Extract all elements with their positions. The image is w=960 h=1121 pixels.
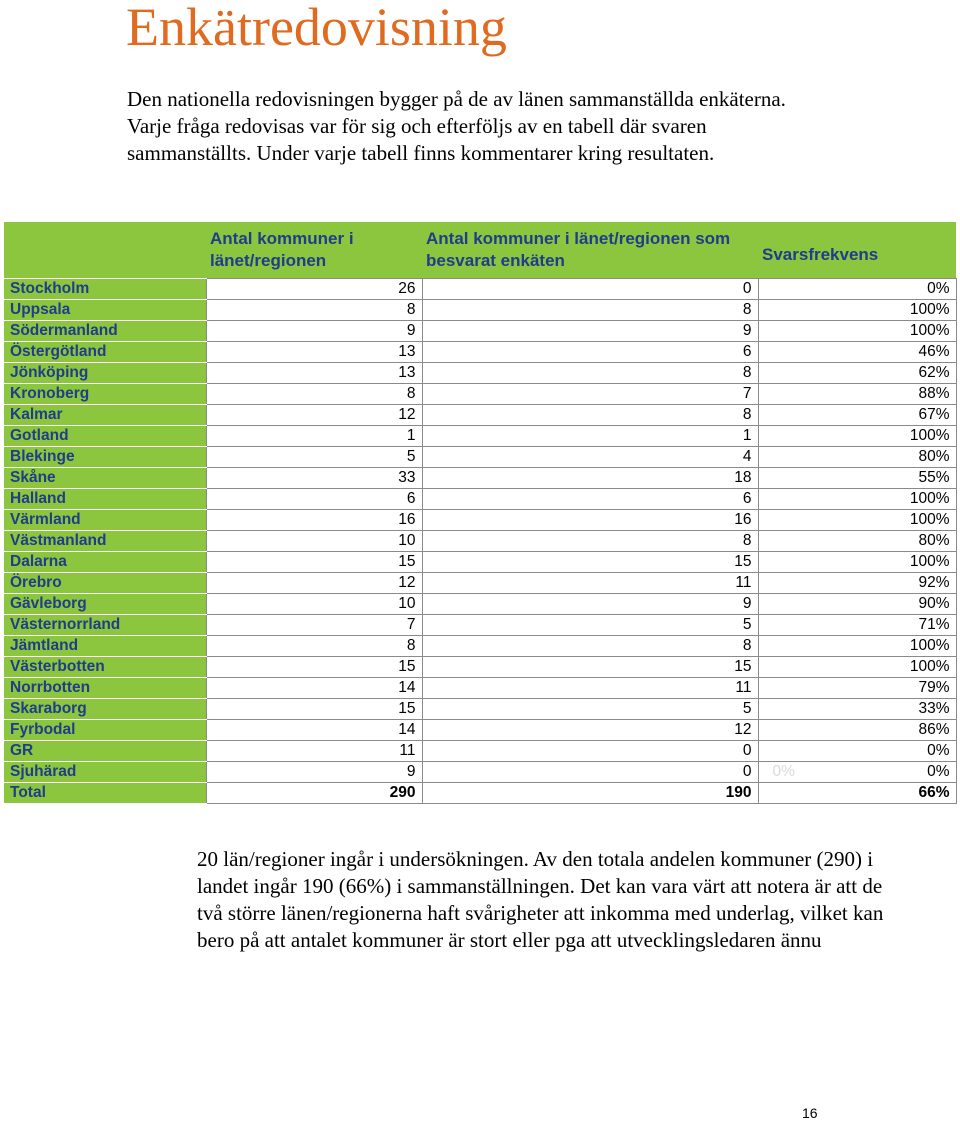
- response-rate-cell: 88%: [758, 383, 956, 404]
- response-rate-cell: 0%: [758, 278, 956, 299]
- municipality-count-cell: 1: [206, 425, 422, 446]
- response-rate-cell: 79%: [758, 677, 956, 698]
- table-row: [4, 677, 956, 698]
- municipality-count-cell: 15: [206, 551, 422, 572]
- response-rate-cell: 80%: [758, 530, 956, 551]
- municipality-count-cell: 13: [206, 341, 422, 362]
- answered-count-cell: 0: [422, 761, 758, 782]
- response-rate-cell: 62%: [758, 362, 956, 383]
- region-name-cell: Dalarna: [4, 551, 206, 572]
- municipality-count-cell: 9: [206, 320, 422, 341]
- intro-paragraph: Den nationella redovisningen bygger på de av länen sammanställda enkäterna. Varje fråga redovisas var för sig och efterföljs av en tabell där svaren sammanställts. Under varje tabell finns kommentarer kring resultaten.: [127, 87, 786, 165]
- table-row: [4, 635, 956, 656]
- municipality-count-cell: 14: [206, 677, 422, 698]
- region-name-cell: Västernorrland: [4, 614, 206, 635]
- municipality-count-cell: 8: [206, 635, 422, 656]
- response-rate-cell: 67%: [758, 404, 956, 425]
- table-row: [4, 278, 956, 299]
- table-row: [4, 320, 956, 341]
- table-row: [4, 530, 956, 551]
- response-rate-cell: [758, 761, 956, 782]
- region-name-cell: Fyrbodal: [4, 719, 206, 740]
- table-row: [4, 719, 956, 740]
- municipality-count-cell: 13: [206, 362, 422, 383]
- answered-count-cell: 8: [422, 362, 758, 383]
- table-row: [4, 362, 956, 383]
- municipality-count-cell: 10: [206, 530, 422, 551]
- header-response-rate: Svarsfrekvens: [758, 222, 956, 278]
- municipality-count-cell: 16: [206, 509, 422, 530]
- response-rate-cell: 100%: [758, 299, 956, 320]
- region-name-cell: Gotland: [4, 425, 206, 446]
- answered-count-cell: 18: [422, 467, 758, 488]
- municipality-count-cell: 6: [206, 488, 422, 509]
- municipality-count-cell: 14: [206, 719, 422, 740]
- header-total-municipalities: Antal kommuner i länet/regionen: [206, 222, 422, 278]
- comment-paragraph: 20 län/regioner ingår i undersökningen. Av den totala andelen kommuner (290) i landet ingår 190 (66%) i sammanställningen. Det kan vara värt att notera är att de två större länen/regionerna haft svårigheter att inkomma med underlag, vilket kan bero på att antalet kommuner är stort eller pga att utvecklingsledaren ännu: [197, 847, 884, 952]
- response-rate-cell: 92%: [758, 572, 956, 593]
- response-rate-cell: 90%: [758, 593, 956, 614]
- response-rate-cell: 33%: [758, 698, 956, 719]
- response-rate-cell: 100%: [758, 488, 956, 509]
- region-name-cell: Uppsala: [4, 299, 206, 320]
- municipality-count-cell: 33: [206, 467, 422, 488]
- page-title: Enkätredovisning: [126, 0, 507, 57]
- region-name-cell: Blekinge: [4, 446, 206, 467]
- answered-count-cell: 12: [422, 719, 758, 740]
- region-name-cell: Kronoberg: [4, 383, 206, 404]
- answered-count-cell: 5: [422, 614, 758, 635]
- region-name-cell: Skaraborg: [4, 698, 206, 719]
- table-row: [4, 299, 956, 320]
- rate-value: 0%: [927, 762, 950, 780]
- response-rate-cell: 100%: [758, 425, 956, 446]
- table-row: [4, 593, 956, 614]
- table-row: [4, 341, 956, 362]
- answered-count-cell: 9: [422, 320, 758, 341]
- table-total-row: [4, 782, 956, 803]
- table-row: [4, 467, 956, 488]
- response-rate-cell: 100%: [758, 320, 956, 341]
- response-rate-cell: 55%: [758, 467, 956, 488]
- answered-count-cell: 6: [422, 488, 758, 509]
- answered-count-cell: 15: [422, 551, 758, 572]
- answered-count-cell: 8: [422, 299, 758, 320]
- answered-count-cell: 11: [422, 572, 758, 593]
- table-row: [4, 698, 956, 719]
- table-row: [4, 614, 956, 635]
- region-name-cell: Södermanland: [4, 320, 206, 341]
- page-number: 16: [802, 1105, 818, 1121]
- answered-count-cell: 5: [422, 698, 758, 719]
- municipality-count-cell: 26: [206, 278, 422, 299]
- municipality-count-cell: 7: [206, 614, 422, 635]
- answered-count-cell: 1: [422, 425, 758, 446]
- response-rate-cell: 66%: [758, 782, 956, 803]
- answered-count-cell: 9: [422, 593, 758, 614]
- region-name-cell: Kalmar: [4, 404, 206, 425]
- municipality-count-cell: 12: [206, 404, 422, 425]
- municipality-count-cell: 11: [206, 740, 422, 761]
- header-answered-municipalities: Antal kommuner i länet/regionen som besvarat enkäten: [422, 222, 758, 278]
- response-rate-cell: 46%: [758, 341, 956, 362]
- response-rate-cell: 80%: [758, 446, 956, 467]
- response-rate-cell: 86%: [758, 719, 956, 740]
- region-name-cell: Västerbotten: [4, 656, 206, 677]
- response-table: [4, 222, 957, 804]
- answered-count-cell: 16: [422, 509, 758, 530]
- region-name-cell: Värmland: [4, 509, 206, 530]
- answered-count-cell: 8: [422, 530, 758, 551]
- table-row: [4, 404, 956, 425]
- region-name-cell: Örebro: [4, 572, 206, 593]
- region-name-cell: Total: [4, 782, 206, 803]
- municipality-count-cell: 8: [206, 383, 422, 404]
- table-body: [4, 278, 956, 803]
- region-name-cell: Västmanland: [4, 530, 206, 551]
- answered-count-cell: 8: [422, 404, 758, 425]
- header-corner: [4, 222, 206, 278]
- region-name-cell: Sjuhärad: [4, 761, 206, 782]
- table-row: [4, 509, 956, 530]
- region-name-cell: Skåne: [4, 467, 206, 488]
- table-row: [4, 551, 956, 572]
- region-name-cell: Jämtland: [4, 635, 206, 656]
- response-rate-cell: 100%: [758, 509, 956, 530]
- answered-count-cell: 6: [422, 341, 758, 362]
- response-rate-cell: 100%: [758, 551, 956, 572]
- table-header-row: [4, 222, 956, 278]
- answered-count-cell: 15: [422, 656, 758, 677]
- response-rate-cell: 0%: [758, 740, 956, 761]
- answered-count-cell: 8: [422, 635, 758, 656]
- response-rate-cell: 100%: [758, 635, 956, 656]
- table-row: [4, 740, 956, 761]
- region-name-cell: Gävleborg: [4, 593, 206, 614]
- table-row: [4, 425, 956, 446]
- municipality-count-cell: 15: [206, 656, 422, 677]
- region-name-cell: GR: [4, 740, 206, 761]
- answered-count-cell: 0: [422, 278, 758, 299]
- response-rate-cell: 100%: [758, 656, 956, 677]
- faint-rate-text: 0%: [772, 762, 795, 780]
- region-name-cell: Jönköping: [4, 362, 206, 383]
- region-name-cell: Norrbotten: [4, 677, 206, 698]
- answered-count-cell: 7: [422, 383, 758, 404]
- municipality-count-cell: 290: [206, 782, 422, 803]
- answered-count-cell: 4: [422, 446, 758, 467]
- table-row: [4, 761, 956, 782]
- answered-count-cell: 0: [422, 740, 758, 761]
- municipality-count-cell: 9: [206, 761, 422, 782]
- municipality-count-cell: 12: [206, 572, 422, 593]
- table-row: [4, 572, 956, 593]
- region-name-cell: Östergötland: [4, 341, 206, 362]
- municipality-count-cell: 10: [206, 593, 422, 614]
- answered-count-cell: 11: [422, 677, 758, 698]
- table-row: [4, 488, 956, 509]
- response-rate-cell: 71%: [758, 614, 956, 635]
- region-name-cell: Stockholm: [4, 278, 206, 299]
- municipality-count-cell: 8: [206, 299, 422, 320]
- table-row: [4, 656, 956, 677]
- table-row: [4, 446, 956, 467]
- municipality-count-cell: 5: [206, 446, 422, 467]
- answered-count-cell: 190: [422, 782, 758, 803]
- table-row: [4, 383, 956, 404]
- municipality-count-cell: 15: [206, 698, 422, 719]
- region-name-cell: Halland: [4, 488, 206, 509]
